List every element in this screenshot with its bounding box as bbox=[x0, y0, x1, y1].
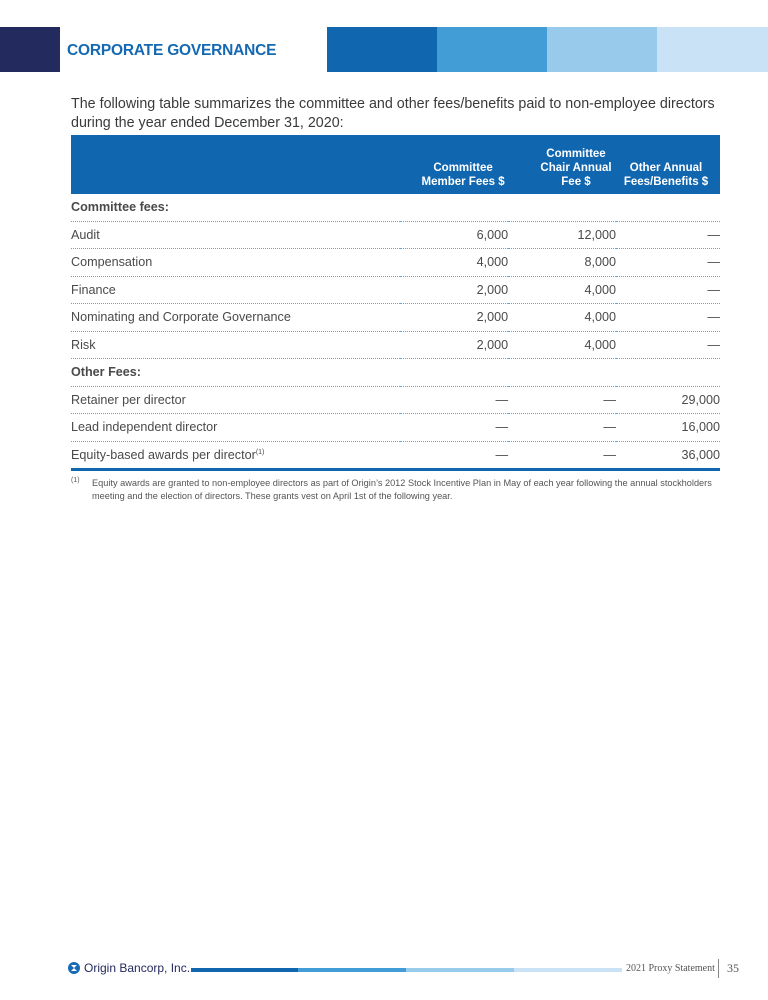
footnote-mark: (1) bbox=[71, 477, 80, 484]
row-label: Finance bbox=[71, 276, 400, 304]
footer-color-bar-1 bbox=[191, 968, 298, 972]
cell-other-fee: — bbox=[616, 331, 720, 359]
footnote-text: Equity awards are granted to non-employee directors as part of Origin’s 2012 Stock Incentive Plan in May of each year following the annual stockholders meeting and the election of directors. These grants vest on April 1st of the following year. bbox=[92, 478, 712, 501]
column-header-chair-fee-text: Committee Chair Annual Fee $ bbox=[540, 148, 612, 188]
cell-member-fee: 4,000 bbox=[400, 249, 508, 277]
cell-other-fee: — bbox=[616, 221, 720, 249]
table-row bbox=[71, 304, 720, 332]
cell-member-fee: 2,000 bbox=[400, 276, 508, 304]
footer-brand: Origin Bancorp, Inc. bbox=[84, 961, 191, 975]
column-header-member-fees-text: Committee Member Fees $ bbox=[421, 162, 505, 188]
row-label: Compensation bbox=[71, 249, 400, 277]
row-label: Risk bbox=[71, 331, 400, 359]
table-row bbox=[71, 276, 720, 304]
row-label: Retainer per director bbox=[71, 386, 400, 414]
row-label bbox=[71, 441, 400, 470]
cell-member-fee: 2,000 bbox=[400, 331, 508, 359]
column-header-other-fees bbox=[616, 135, 720, 194]
footer-color-bar-2 bbox=[298, 968, 406, 972]
cell-chair-fee: 4,000 bbox=[508, 276, 616, 304]
cell-member-fee: — bbox=[400, 386, 508, 414]
cell-member-fee: — bbox=[400, 441, 508, 470]
row-label: Nominating and Corporate Governance bbox=[71, 304, 400, 332]
cell-member-fee: 2,000 bbox=[400, 304, 508, 332]
cell-other-fee: 29,000 bbox=[616, 386, 720, 414]
origin-logo-icon bbox=[68, 962, 80, 974]
table-header-row bbox=[71, 135, 720, 194]
column-header-label bbox=[71, 135, 400, 194]
table-row bbox=[71, 331, 720, 359]
table-row bbox=[71, 249, 720, 277]
cell-other-fee: — bbox=[616, 304, 720, 332]
cell-chair-fee: — bbox=[508, 386, 616, 414]
table-row bbox=[71, 441, 720, 470]
header-color-bar-2 bbox=[437, 27, 547, 72]
section-row bbox=[71, 194, 720, 221]
cell-chair-fee: — bbox=[508, 441, 616, 470]
cell-chair-fee: — bbox=[508, 414, 616, 442]
footnote bbox=[71, 477, 731, 502]
header-color-bar-1 bbox=[327, 27, 437, 72]
table-row bbox=[71, 221, 720, 249]
cell-other-fee: — bbox=[616, 276, 720, 304]
footer-color-bar-4 bbox=[514, 968, 622, 972]
row-label-text: Equity-based awards per director bbox=[71, 447, 256, 462]
cell-other-fee: — bbox=[616, 249, 720, 277]
cell-member-fee: 6,000 bbox=[400, 221, 508, 249]
section-label-committee-fees: Committee fees: bbox=[71, 194, 720, 221]
footnote-reference: (1) bbox=[255, 448, 265, 456]
footer-color-bar-3 bbox=[406, 968, 514, 972]
table-row bbox=[71, 414, 720, 442]
cell-chair-fee: 4,000 bbox=[508, 304, 616, 332]
cell-chair-fee: 8,000 bbox=[508, 249, 616, 277]
header-color-bar-4 bbox=[657, 27, 768, 72]
column-header-other-fees-text: Other Annual Fees/Benefits $ bbox=[623, 162, 709, 188]
header-color-bar-3 bbox=[547, 27, 657, 72]
cell-chair-fee: 4,000 bbox=[508, 331, 616, 359]
cell-member-fee: — bbox=[400, 414, 508, 442]
table-row bbox=[71, 386, 720, 414]
row-label: Lead independent director bbox=[71, 414, 400, 442]
row-label: Audit bbox=[71, 221, 400, 249]
header-navy-block bbox=[0, 27, 60, 72]
cell-chair-fee: 12,000 bbox=[508, 221, 616, 249]
director-fees-table bbox=[71, 135, 720, 471]
footer-divider bbox=[718, 959, 719, 978]
column-header-chair-fee bbox=[508, 135, 616, 194]
footer-statement: 2021 Proxy Statement bbox=[626, 963, 715, 974]
section-title: CORPORATE GOVERNANCE bbox=[67, 42, 277, 59]
intro-paragraph: The following table summarizes the committee and other fees/benefits paid to non-employee directors during the year ended December 31, 2020: bbox=[71, 96, 715, 131]
cell-other-fee: 36,000 bbox=[616, 441, 720, 470]
cell-other-fee: 16,000 bbox=[616, 414, 720, 442]
column-header-member-fees bbox=[400, 135, 508, 194]
section-label-other-fees: Other Fees: bbox=[71, 359, 720, 387]
page-number: 35 bbox=[727, 961, 739, 975]
section-row bbox=[71, 359, 720, 387]
